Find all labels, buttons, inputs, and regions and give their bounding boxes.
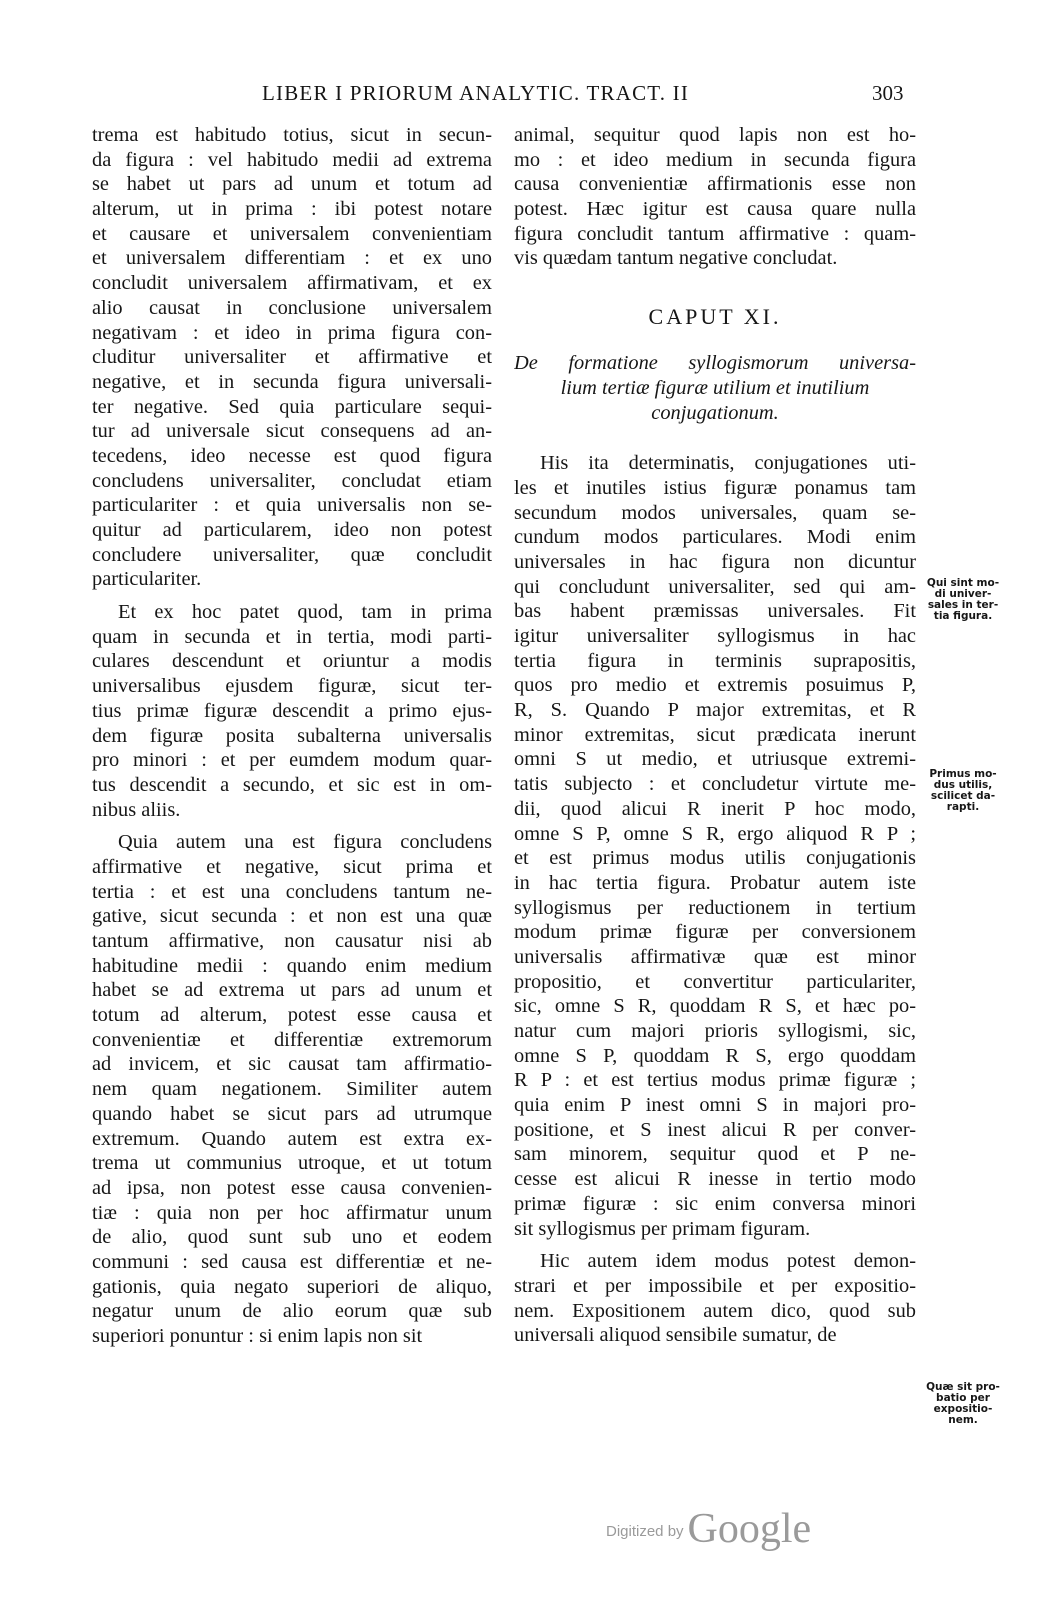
text-line: gationis, quia negato superiori de aliquo, [92,1275,492,1298]
left-text-column [92,123,492,1349]
text-line: ad invicem, et sic causat tam affirmatio- [92,1053,492,1076]
text-line: dem figuræ posita subalterna universalis [92,724,492,747]
page-number: 303 [872,81,904,105]
text-line: mo : et ideo medium in secunda figura [514,148,916,171]
margin-note-line: di univer- [934,588,992,600]
text-line: culares descendunt et oriuntur a modis [92,650,492,673]
text-line: positione, et S inest alicui R per conver- [514,1118,916,1141]
text-line: se habet ut pars ad unum et totum ad [92,173,492,196]
text-line: gative, sicut secunda : et non est una quæ [92,905,492,928]
text-line: quam in secunda et in tertia, modi parti- [92,625,492,648]
text-line: tius primæ figuræ descendit a primo ejus- [92,699,492,722]
text-line: tur ad universale sicut consequens ad an- [92,420,492,443]
text-line: de alio, quod sunt sub uno et eodem [92,1226,492,1249]
text-line: alterum, ut in prima : ibi potest notare [92,198,492,221]
text-line: tus descendit a secundo, et sic est in om- [92,773,492,796]
text-line: totum ad alterum, potest esse causa et [92,1004,492,1027]
text-line: particulariter. [92,568,202,591]
text-line: dii, quod alicui R inerit P hoc modo, [514,797,916,820]
text-line: trema ut communius utroque, et ut totum [92,1152,492,1175]
chapter-subtitle [514,351,916,425]
margin-note-line: dus utilis, [933,779,993,791]
text-line: concludere universaliter, quæ concludit [92,543,492,566]
text-line: universalis affirmativæ quæ est minor [514,945,916,968]
text-line: negative, et in secunda figura universali- [92,370,492,393]
text-line: habet se ad extrema ut pars ad unum et [92,979,492,1002]
running-title: LIBER I PRIORUM ANALYTIC. TRACT. II [262,81,690,105]
digitization-watermark [606,1505,811,1555]
text-line: strari et per impossibile et per expositio- [514,1274,916,1297]
text-line: nibus aliis. [92,798,181,821]
text-line: propositio, et convertitur particulariter, [514,970,916,993]
text-line: les et inutiles istius figuræ ponamus tam [514,476,916,499]
text-line: His ita determinatis, conjugationes uti- [540,452,916,475]
text-line: tertia : et est una concludens tantum ne- [92,880,492,903]
text-line: tantum affirmative, non causatur nisi ab [92,930,492,952]
margin-note-line: Quæ sit pro- [926,1381,1000,1393]
margin-note-line: expositio- [933,1403,993,1415]
text-line: convenientiæ et differentiæ extremorum [92,1028,492,1051]
text-line: extremum. Quando autem est extra ex- [92,1127,492,1150]
text-line: alio causat in conclusione universalem [92,296,492,319]
text-line: cundum modos particulares. Modi enim [514,526,916,549]
margin-note-line: tia figura. [933,610,993,622]
text-line: sam minorem, sequitur quod et P ne- [514,1143,916,1166]
text-line: omne S P, quoddam R S, ergo quoddam [514,1044,916,1067]
text-line: igitur universaliter syllogismus in hac [514,625,916,647]
text-line: in hac tertia figura. Probatur autem iste [514,871,916,894]
margin-note-line: Primus mo- [929,768,997,780]
text-line: causa convenientiæ affirmationis esse non [514,173,916,196]
text-line: concludit universalem affirmativam, et ex [92,272,492,295]
text-line: natur cum majori prioris syllogismi, sic, [514,1020,916,1042]
text-line: cesse est alicui R inesse in tertio modo [514,1168,916,1191]
text-line: habitudine medii : quando enim medium [92,954,492,977]
text-line: Et ex hoc patet quod, tam in prima [118,601,492,624]
text-line: omni S ut medio, et utriusque extremi- [514,748,916,771]
subtitle-line: De formatione syllogismorum universa- [514,352,916,375]
margin-note-line: sales in ter- [927,599,999,611]
digitized-label: Digitized by [606,1523,684,1540]
text-line: vis quædam tantum negative concludat. [514,247,838,270]
text-line: communi : sed causa est differentiæ et ne- [92,1250,492,1273]
text-line: sic, omne S R, quoddam R S, et hæc po- [514,995,916,1018]
text-line: syllogismus per reductionem in tertium [514,896,916,919]
text-line: universalibus ejusdem figuræ, sicut ter- [92,675,492,698]
text-line: ter negative. Sed quia particulare sequi- [92,395,492,418]
text-line: minor extremitas, sicut prædicata inerunt [514,723,916,746]
text-line: et causare et universalem convenientiam [92,222,492,245]
text-line: universali aliquod sensibile sumatur, de [514,1324,837,1347]
text-line: trema est habitudo totius, sicut in secun- [92,124,492,146]
margin-note-expositio [917,1382,1009,1426]
text-line: tatis subjecto : et concludetur virtute me- [514,773,916,796]
google-logo: Google [687,1506,812,1552]
margin-note-primus-modus [917,769,1009,813]
text-line: Hic autem idem modus potest demon- [540,1250,916,1273]
text-line: modum primæ figuræ per conversionem [514,921,916,944]
text-line: R, S. Quando P major extremitas, et R [514,699,916,722]
text-line: concludens universaliter, concludat etiam [92,469,492,492]
margin-note-modi-universales [917,578,1009,622]
text-line: et est primus modus utilis conjugationis [514,847,916,870]
text-line: superiori ponuntur : si enim lapis non sit [92,1325,423,1347]
chapter-body [514,451,916,1348]
chapter-title: CAPUT XI. [648,304,782,330]
text-line: da figura : vel habitudo medii ad extrema [92,148,492,171]
text-line: secundum modos universales, quam se- [514,501,916,524]
margin-note-line: Qui sint mo- [926,577,1000,589]
text-line: quitur ad particularem, ideo non potest [92,519,492,541]
text-line: tecedens, ideo necesse est quod figura [92,444,492,467]
text-line: quia enim P inest omni S in majori pro- [514,1094,916,1117]
text-line: et universalem differentiam : et ex uno [92,247,492,270]
text-line: bas habent præmissas universales. Fit [514,600,916,623]
text-line: quando habet se sicut pars ad utrumque [92,1102,492,1125]
text-line: universales in hac figura non dicuntur [514,550,916,573]
text-line: affirmative et negative, sicut prima et [92,855,492,878]
text-line: negativam : et ideo in prima figura con- [92,321,492,344]
text-line: qui concludunt universaliter, sed qui am- [514,575,916,598]
text-line: omne S P, omne S R, ergo aliquod R P ; [514,822,916,845]
text-line: nem. Expositionem autem dico, quod sub [514,1299,916,1322]
text-line: R P : et est tertius modus primæ figuræ ; [514,1069,916,1092]
text-line: potest. Hæc igitur est causa quare nulla [514,198,916,221]
margin-note-line: batio per [936,1392,990,1404]
text-line: animal, sequitur quod lapis non est ho- [514,124,916,146]
text-line: quos pro medio et extremis posuimus P, [514,674,916,697]
page-header [0,81,1055,111]
text-line: negatur unum de alio eorum quæ sub [92,1300,492,1323]
subtitle-line: lium tertiæ figuræ utilium et inutilium [560,376,870,399]
right-text-column [514,123,916,1348]
text-line: ad ipsa, non potest esse causa convenien- [92,1176,492,1199]
margin-note-line: rapti. [946,801,980,813]
right-column-continuation [514,123,916,271]
text-line: sit syllogismus per primam figuram. [514,1217,811,1240]
margin-note-line: scilicet da- [930,790,996,802]
text-line: tertia figura in terminis suprapositis, [514,649,916,672]
text-line: particulariter : et quia universalis non se- [92,494,492,517]
text-line: figura concludit tantum affirmative : quam- [514,222,916,245]
text-line: cluditur universaliter et affirmative et [92,346,492,369]
subtitle-line: conjugationum. [651,401,779,424]
margin-note-line: nem. [948,1414,978,1426]
text-line: nem quam negationem. Similiter autem [92,1078,492,1101]
text-line: primæ figuræ : sic enim conversa minori [514,1192,916,1215]
text-line: pro minori : et per eumdem modum quar- [92,749,492,772]
text-line: tiæ : quia non per hoc affirmatur unum [92,1201,492,1224]
text-line: Quia autem una est figura concludens [118,831,492,854]
